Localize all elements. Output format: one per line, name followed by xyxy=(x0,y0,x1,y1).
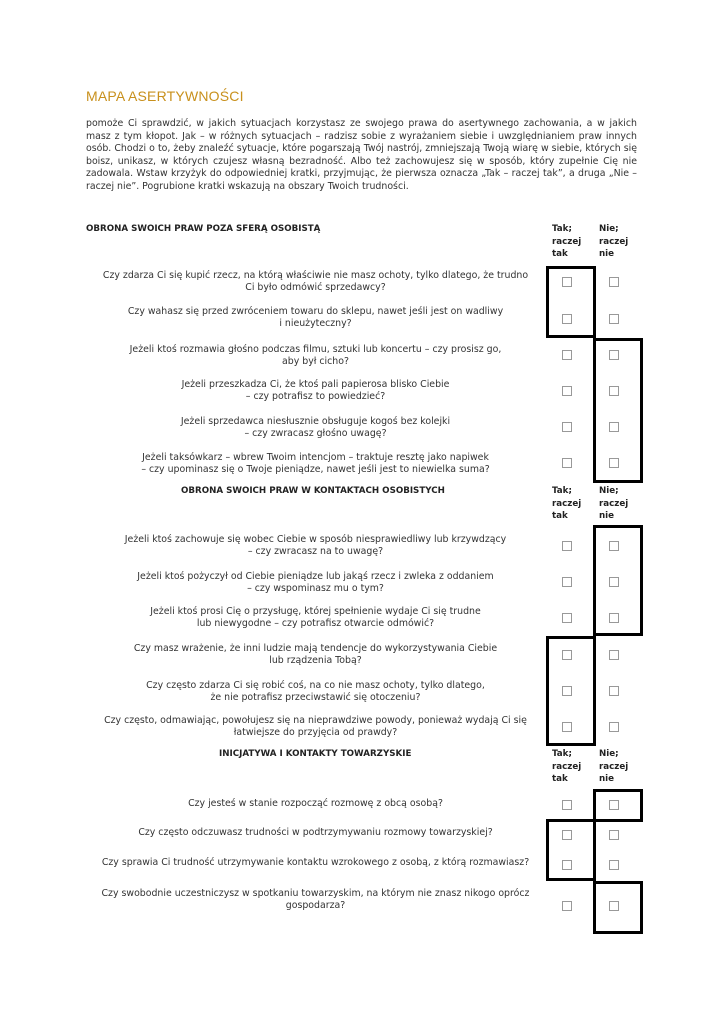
difficulty-frame xyxy=(546,819,596,881)
checkbox-tak[interactable] xyxy=(562,830,572,840)
checkbox-nie[interactable] xyxy=(609,350,619,360)
checkbox-nie[interactable] xyxy=(609,860,619,870)
checkbox-nie[interactable] xyxy=(609,577,619,587)
column-header-nie: Nie; raczej nie xyxy=(599,486,629,522)
checkbox-tak[interactable] xyxy=(562,686,572,696)
checkbox-tak[interactable] xyxy=(562,541,572,551)
question: Czy wahasz się przed zwróceniem towaru do sklepu, nawet jeśli jest on wadliwy i nieużyteczny? xyxy=(127,306,504,329)
column-header-tak: Tak; raczej tak xyxy=(552,749,582,785)
question: Czy sprawia Ci trudność utrzymywanie kontaktu wzrokowego z osobą, z którą rozmawiasz? xyxy=(101,857,530,868)
column-header-tak: Tak; raczej tak xyxy=(552,486,582,522)
checkbox-nie[interactable] xyxy=(609,901,619,911)
question: Czy jesteś w stanie rozpocząć rozmowę z obcą osobą? xyxy=(188,798,443,809)
checkbox-nie[interactable] xyxy=(609,541,619,551)
checkbox-nie[interactable] xyxy=(609,686,619,696)
checkbox-tak[interactable] xyxy=(562,422,572,432)
question: Czy często, odmawiając, powołujesz się na nieprawdziwe powody, ponieważ wydają Ci się łatwiejsze do przyjęcia od prawdy? xyxy=(104,715,527,738)
checkbox-nie[interactable] xyxy=(609,458,619,468)
question: Jeżeli sprzedawca niesłusznie obsługuje kogoś bez kolejki – czy zwracasz głośno uwagę? xyxy=(180,416,451,439)
checkbox-tak[interactable] xyxy=(562,386,572,396)
column-header-tak: Tak; raczej tak xyxy=(552,224,582,260)
question: Czy często zdarza Ci się robić coś, na co nie masz ochoty, tylko dlatego, że nie potrafisz przeciwstawić się otoczeniu? xyxy=(146,680,485,703)
checkbox-nie[interactable] xyxy=(609,277,619,287)
question: Czy zdarza Ci się kupić rzecz, na którą właściwie nie masz ochoty, tylko dlatego, że trudno Ci było odmówić sprzedawcy? xyxy=(102,270,529,293)
question: Jeżeli ktoś prosi Cię o przysługę, której spełnienie wydaje Ci się trudne lub niewygodne – czy potrafisz otwarcie odmówić? xyxy=(150,606,481,629)
column-header-nie: Nie; raczej nie xyxy=(599,749,629,785)
intro-paragraph: pomoże Ci sprawdzić, w jakich sytuacjach korzystasz ze swojego prawa do asertywnego zachowania, a w jakich masz z tym kłopot. Jak – w różnych sytuacjach – radzisz sobie z wyrażaniem siebie i uwzględnianiem praw innych osób. Chodzi o to, żeby znaleźć sytuacje, które pogarszają Twój nastrój, zmniejszają Twoją wiarę w siebie, których się boisz, unikasz, w których czujesz własną bezradność. Albo też zachowujesz się w sposób, który zupełnie Cię nie zadowala. Wstaw krzyżyk do odpowiedniej kratki, przyjmując, że pierwsza oznacza „Tak – raczej tak”, a druga „Nie – raczej nie”. Pogrubione kratki wskazują na obszary Twoich trudności. xyxy=(86,118,637,192)
checkbox-nie[interactable] xyxy=(609,800,619,810)
checkbox-tak[interactable] xyxy=(562,277,572,287)
checkbox-tak[interactable] xyxy=(562,722,572,732)
checkbox-tak[interactable] xyxy=(562,458,572,468)
question: Czy często odczuwasz trudności w podtrzymywaniu rozmowy towarzyskiej? xyxy=(138,827,493,838)
checkbox-nie[interactable] xyxy=(609,422,619,432)
checkbox-tak[interactable] xyxy=(562,613,572,623)
checkbox-nie[interactable] xyxy=(609,650,619,660)
checkbox-tak[interactable] xyxy=(562,577,572,587)
checkbox-tak[interactable] xyxy=(562,350,572,360)
checkbox-tak[interactable] xyxy=(562,860,572,870)
checkbox-nie[interactable] xyxy=(609,314,619,324)
checkbox-tak[interactable] xyxy=(562,650,572,660)
question: Jeżeli ktoś rozmawia głośno podczas filmu, sztuki lub koncertu – czy prosisz go, aby był cicho? xyxy=(129,344,502,367)
section-title: INICJATYWA I KONTAKTY TOWARZYSKIE xyxy=(219,749,412,759)
question: Jeżeli taksówkarz – wbrew Twoim intencjom – traktuje resztę jako napiwek – czy upominasz się o Twoje pieniądze, nawet jeśli jest to niewielka suma? xyxy=(141,452,490,475)
checkbox-nie[interactable] xyxy=(609,386,619,396)
checkbox-tak[interactable] xyxy=(562,314,572,324)
checkbox-nie[interactable] xyxy=(609,830,619,840)
question: Jeżeli przeszkadza Ci, że ktoś pali papierosa blisko Ciebie – czy potrafisz to powiedzieć? xyxy=(181,379,450,402)
section-title: OBRONA SWOICH PRAW POZA SFERĄ OSOBISTĄ xyxy=(86,224,321,234)
checkbox-tak[interactable] xyxy=(562,901,572,911)
checkbox-nie[interactable] xyxy=(609,613,619,623)
checkbox-tak[interactable] xyxy=(562,800,572,810)
column-header-nie: Nie; raczej nie xyxy=(599,224,629,260)
page-title: MAPA ASERTYWNOŚCI xyxy=(86,88,244,104)
question: Jeżeli ktoś zachowuje się wobec Ciebie w sposób niesprawiedliwy lub krzywdzący – czy zwracasz na to uwagę? xyxy=(124,534,507,557)
question: Czy masz wrażenie, że inni ludzie mają tendencje do wykorzystywania Ciebie lub rządzenia Tobą? xyxy=(133,643,498,666)
section-title: OBRONA SWOICH PRAW W KONTAKTACH OSOBISTYCH xyxy=(181,486,445,496)
question: Jeżeli ktoś pożyczył od Ciebie pieniądze lub jakąś rzecz i zwleka z oddaniem – czy wspominasz mu o tym? xyxy=(137,571,494,594)
checkbox-nie[interactable] xyxy=(609,722,619,732)
question: Czy swobodnie uczestniczysz w spotkaniu towarzyskim, na którym nie znasz nikogo oprócz gospodarza? xyxy=(101,888,530,911)
